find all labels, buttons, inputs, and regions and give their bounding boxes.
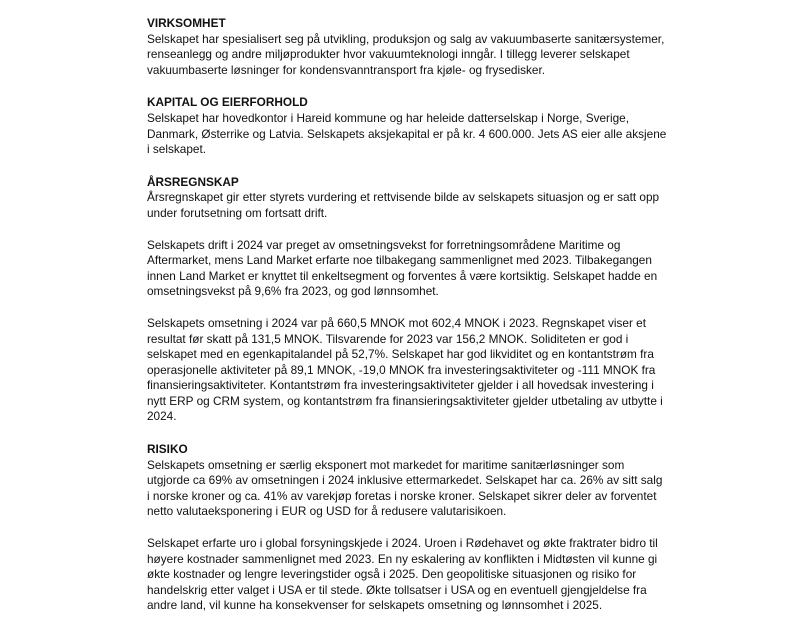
section-paragraph: Selskapet erfarte uro i global forsyningskjede i 2024. Uroen i Rødehavet og økte fraktrater bidro til høyere kostnader sammenlignet med 2023. En ny eskalering av konflikten i Midtøsten vil kunne gi økte kostnader og lengre leveringstider også i 2025. Den geopolitiske situasjonen og risiko for handelskrig etter valget i USA er til stede. Økte tollsatser i USA og en eventuell gjengjeldelse fra andre land, vil kunne ha konsekvenser for selskapets omsetning og lønnsomhet i 2025. — [147, 536, 658, 613]
section-paragraph: Selskapets drift i 2024 var preget av omsetningsvekst for forretningsområdene Maritime og Aftermarket, mens Land Market erfarte noe tilbakegang sammenlignet med 2023. Tilbakegangen innen Land Market er knyttet til enkeltsegment og forventes å være kortsiktig. Selskapet hadde en omsetningsvekst på 9,6% fra 2023, og god lønnsomhet. — [147, 237, 658, 299]
section-risiko — [147, 442, 667, 614]
section-virksomhet — [147, 16, 667, 78]
section-paragraph: Selskapets omsetning er særlig eksponert mot markedet for maritime sanitærløsninger som utgjorde ca 69% av omsetningen i 2024 inklusive ettermarkedet. Selskapet har ca. 26% av sitt salg i norske kroner og ca. 41% av varekjøp foretas i norske kroner. Selskapet sikrer deler av forventet netto valutaeksponering i EUR og USD for å redusere valutarisikoen. — [147, 457, 663, 519]
section-heading: ÅRSREGNSKAP — [147, 174, 239, 189]
section-heading: VIRKSOMHET — [147, 16, 226, 30]
section-heading: KAPITAL OG EIERFORHOLD — [147, 95, 308, 110]
section-paragraph: Selskapet har spesialisert seg på utvikling, produksjon og salg av vakuumbaserte sanitærsystemer, renseanlegg og andre miljøprodukter hvor vakuumteknologi inngår. I tillegg leverer selskapet vakuumbaserte løsninger for kondensvanntransport fra kjøle- og frysedisker. — [147, 31, 665, 77]
section-heading: RISIKO — [147, 442, 188, 457]
section-kapital-og-eierforhold — [147, 95, 667, 157]
section-paragraph: Årsregnskapet gir etter styrets vurdering et rettvisende bilde av selskapets situasjon og er satt opp under forutsetning om fortsatt drift. — [147, 190, 660, 220]
section-arsregnskap — [147, 175, 667, 425]
section-paragraph: Selskapets omsetning i 2024 var på 660,5 MNOK mot 602,4 MNOK i 2023. Regnskapet viser et resultat før skatt på 131,5 MNOK. Tilsvarende for 2023 var 156,2 MNOK. Soliditeten er god i selskapet med en egenkapitalandel på 52,7%. Selskapet har god likviditet og en kontantstrøm fra operasjonelle aktiviteter på 89,1 MNOK, -19,0 MNOK fra investeringsaktiviteter og -111 MNOK fra finansieringsaktiviteter. Kontantstrøm fra investeringsaktiviteter gjelder i all hovedsak investering i nytt ERP og CRM system, og kontantstrøm fra finansieringsaktiviteter gjelder utbetaling av utbytte i 2024. — [147, 315, 663, 424]
section-paragraph: Selskapet har hovedkontor i Hareid kommune og har heleide datterselskap i Norge, Sverige, Danmark, Østerrike og Latvia. Selskapets aksjekapital er på kr. 4 600.000. Jets AS eier alle aksjene i selskapet. — [147, 110, 667, 157]
document-page — [147, 16, 667, 631]
